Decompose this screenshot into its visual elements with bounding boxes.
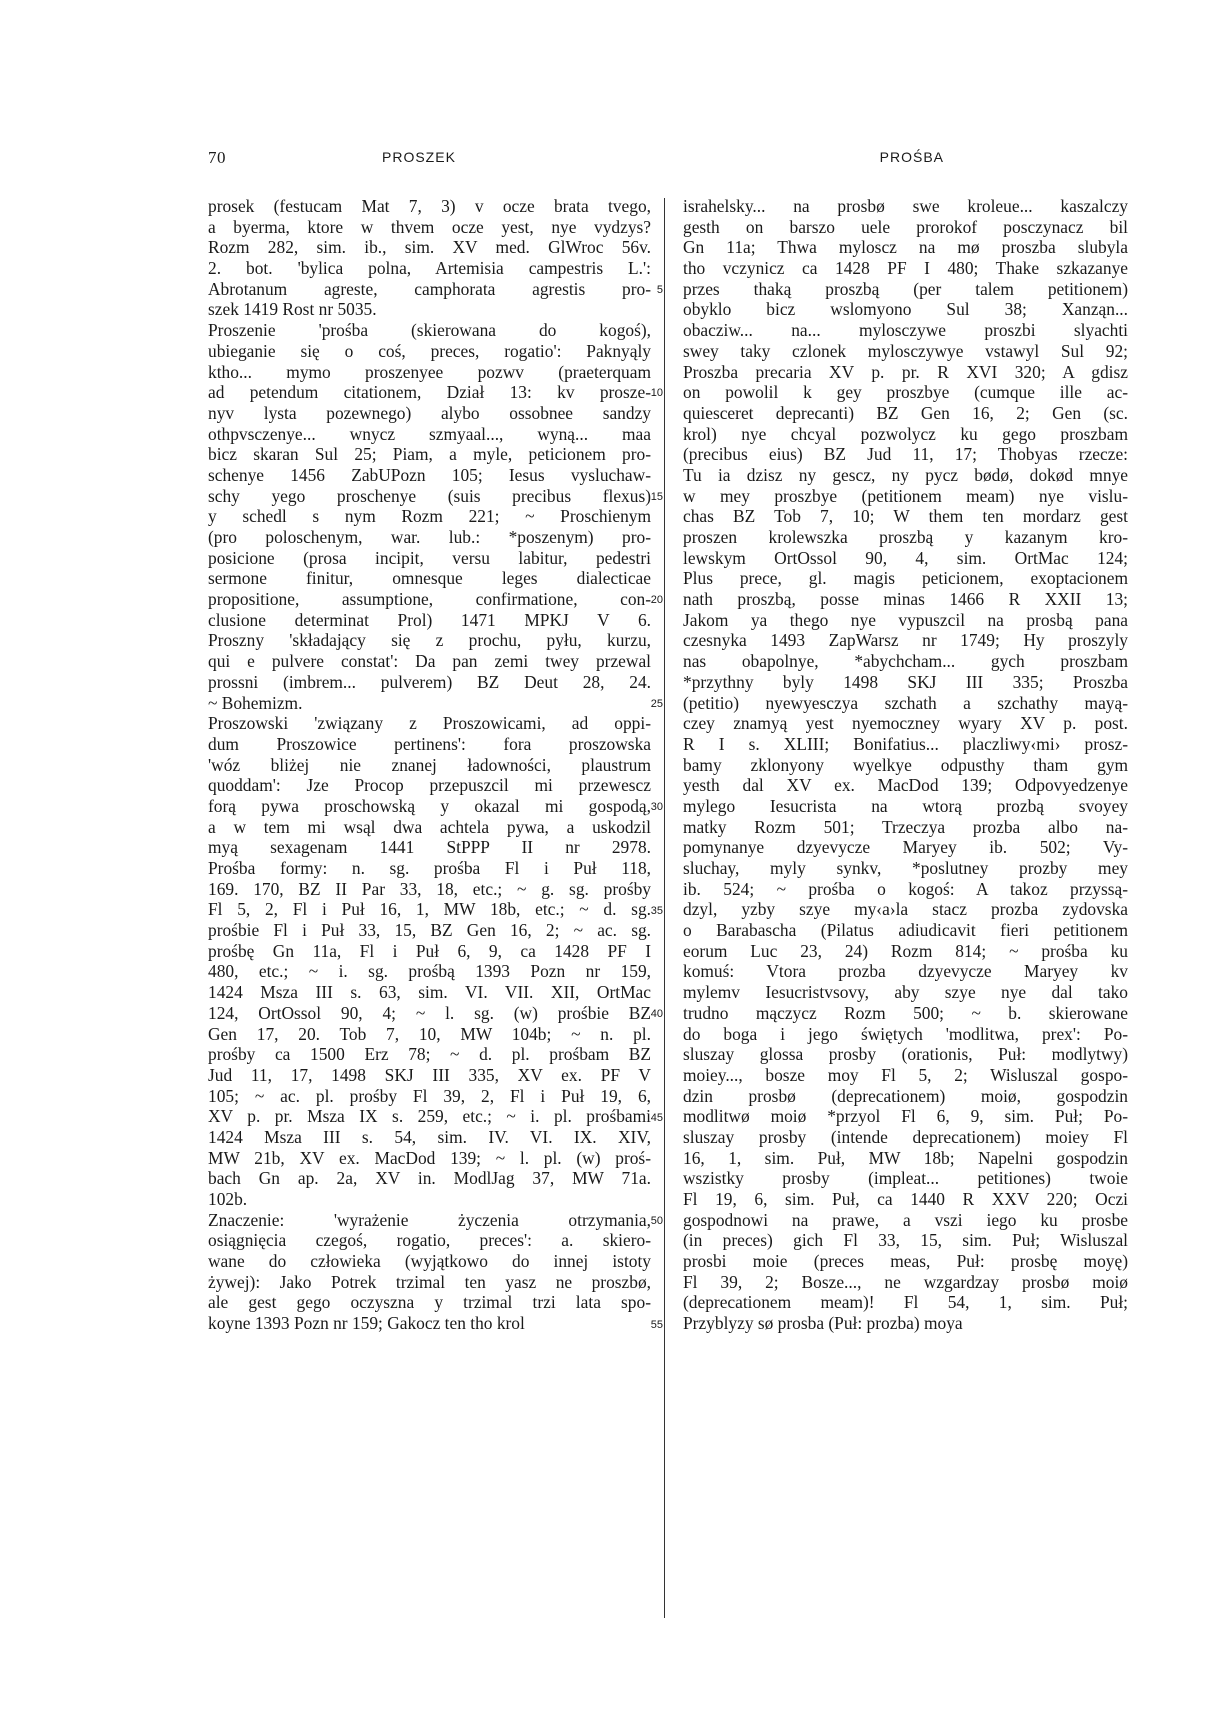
text-line: y schedl s nym Rozm 221; ~ Proschienym <box>208 506 651 527</box>
text-line: 124, OrtOssol 90, 4; ~ l. sg. (w) prośbie BZ <box>208 1002 651 1023</box>
text-line: othpvsczenye... wnycz szmyaal..., wyną... maa <box>208 423 651 444</box>
text-line: szek 1419 Rost nr 5035. <box>208 299 377 320</box>
text-line: Proszba precaria XV p. pr. R XVI 320; A gdisz <box>683 361 1128 382</box>
text-line: obyklo bicz wslomyono Sul 38; Xanząn... <box>683 299 1128 320</box>
text-line: przes thaką proszbą (per talem petitionem) <box>683 278 1128 299</box>
text-line: ale gest gego oczyszna y trzimal trzi lata spo- <box>208 1292 651 1313</box>
text-line: yesth dal XV ex. MacDod 139; Odpovyedzenye <box>683 775 1128 796</box>
line-number: 20 <box>650 594 663 607</box>
text-line: a byerma, ktore w thvem ocze yest, nye vydzys? <box>208 216 651 237</box>
text-line: ubieganie się o coś, preces, rogatio': Paknyąly <box>208 340 651 361</box>
text-line: (deprecationem meam)! Fl 54, 1, sim. Puł; <box>683 1292 1128 1313</box>
text-line: tho vczynicz ca 1428 PF I 480; Thake szkazanye <box>683 258 1128 279</box>
text-line: 480, etc.; ~ i. sg. prośbą 1393 Pozn nr 159, <box>208 961 651 982</box>
text-line: quiesceret deprecanti) BZ Gen 16, 2; Gen (sc. <box>683 402 1128 423</box>
text-line: Jud 11, 17, 1498 SKJ III 335, XV ex. PF V <box>208 1064 651 1085</box>
text-line: ~ Bohemizm. <box>208 692 303 713</box>
text-line: (precibus eius) BZ Jud 11, 17; Thobyas rzecze: <box>683 444 1128 465</box>
text-line: Fl 5, 2, Fl i Puł 16, 1, MW 18b, etc.; ~ d. sg. <box>208 899 651 920</box>
text-line: lewskym OrtOssol 90, 4, sim. OrtMac 124; <box>683 547 1128 568</box>
text-line: propositione, assumptione, confirmatione, con- <box>208 589 651 610</box>
text-line: mylemv Iesucristvsovy, aby szye nye dal tako <box>683 982 1128 1003</box>
text-line: dzyl, yzby szye my‹a›la stacz prozba zydovska <box>683 899 1128 920</box>
text-line: chas BZ Tob 7, 10; W them ten mordarz gest <box>683 506 1128 527</box>
text-line: clusione determinat Prol) 1471 MPKJ V 6. <box>208 609 651 630</box>
text-line: w mey proszbye (petitionem meam) nye vislu- <box>683 485 1128 506</box>
line-number: 10 <box>650 387 663 400</box>
line-number: 15 <box>650 490 663 503</box>
text-line: sermone finitur, omnesque leges dialecticae <box>208 568 651 589</box>
text-line: Fl 19, 6, sim. Puł, ca 1440 R XXV 220; Oczi <box>683 1189 1128 1209</box>
text-line: israhelsky... na prosbø swe kroleue... kaszalczy <box>683 196 1128 216</box>
text-line: ktho... mymo proszenyee pozwv (praeterquam <box>208 361 651 382</box>
running-header <box>208 148 944 168</box>
text-line: (pro poloschenym, war. lub.: *poszenym) pro- <box>208 527 651 547</box>
text-line: wane do człowieka (wyjątkowo do innej istoty <box>208 1251 651 1272</box>
text-line: Proszny 'składający się z prochu, pyłu, kurzu, <box>208 630 651 651</box>
text-line: Znaczenie: 'wyrażenie życzenia otrzymania, <box>208 1209 651 1230</box>
line-number: 5 <box>656 283 663 296</box>
text-line: 1424 Msza III s. 54, sim. IV. VI. IX. XIV, <box>208 1126 651 1147</box>
text-line: ad petendum citationem, Dział 13: kv prosze- <box>208 382 651 403</box>
text-line: mylego Iesucrista na wtorą prozbą svoyey <box>683 795 1128 816</box>
text-line: wszistky prosby (impleat... petitiones) twoie <box>683 1168 1128 1189</box>
text-line: eorum Luc 23, 24) Rozm 814; ~ prośba ku <box>683 940 1128 961</box>
text-line: krol) nye chcyal pozwolycz ku gego proszbam <box>683 423 1128 444</box>
text-line: prosek (festucam Mat 7, 3) v ocze brata tvego, <box>208 196 651 216</box>
text-line: o Barabascha (Pilatus adiudicavit fieri petitionem <box>683 920 1128 941</box>
text-line: myą sexagenam 1441 StPPP II nr 2978. <box>208 837 651 858</box>
text-line: osiągnięcia czegoś, rogatio, preces': a. skiero- <box>208 1230 651 1251</box>
text-line: Gen 17, 20. Tob 7, 10, MW 104b; ~ n. pl. <box>208 1023 651 1044</box>
text-line: (petitio) nyewyesczya szchath a szchathy mayą- <box>683 692 1128 713</box>
text-line: Przyblyzy sø prosba (Puł: prozba) moya <box>683 1313 963 1334</box>
text-line: bicz skaran Sul 25; Piam, a myle, peticionem pro- <box>208 444 651 465</box>
text-line: posicione (prosa incipit, versu labitur, pedestri <box>208 547 651 568</box>
text-line: żywej): Jako Potrek trzimal ten yasz ne proszbø, <box>208 1271 651 1292</box>
text-line: koyne 1393 Pozn nr 159; Gakocz ten tho krol <box>208 1313 525 1334</box>
text-line: bamy zklonyony wyelkye odpusthy tham gym <box>683 754 1128 775</box>
text-line: obacziw... na... mylosczywe proszbi slyachti <box>683 320 1128 341</box>
text-line: dzin prosbø (deprecationem) moiø, gospodzin <box>683 1085 1128 1106</box>
text-line: Abrotanum agreste, camphorata agrestis pro- <box>208 278 651 299</box>
text-line: prośbę Gn 11a, Fl i Puł 6, 9, ca 1428 PF I <box>208 940 651 961</box>
text-line: gospodnowi na prawe, a vszi iego ku prosbe <box>683 1209 1128 1230</box>
text-line: R I s. XLIII; Bonifatius... placzliwy‹mi› prosz- <box>683 733 1128 754</box>
text-line: matky Rozm 501; Trzeczya prozba albo na- <box>683 816 1128 837</box>
page-number: 70 <box>208 148 226 167</box>
text-line: 105; ~ ac. pl. prośby Fl 39, 2, Fl i Puł 19, 6, <box>208 1085 651 1106</box>
text-line: ib. 524; ~ prośba o kogoś: A takoz przyssą- <box>683 878 1128 899</box>
text-line: a w tem mi wsąl dwa achtela pywa, a uskodzil <box>208 816 651 837</box>
text-line: Gn 11a; Thwa myloscz na mø proszba slubyla <box>683 237 1128 258</box>
text-line: (in preces) gich Fl 33, 15, sim. Puł; Wisluszal <box>683 1230 1128 1251</box>
text-line: komuś: Vtora prozba dzyevycze Maryey kv <box>683 961 1128 982</box>
text-line: Prośba formy: n. sg. prośba Fl i Puł 118, <box>208 858 651 878</box>
text-line: 'wóz bliżej nie znanej ładowności, plaustrum <box>208 754 651 775</box>
right-column <box>683 196 1128 1334</box>
text-line: prośby ca 1500 Erz 78; ~ d. pl. prośbam BZ <box>208 1044 651 1065</box>
text-line: trudno mączycz Rozm 500; ~ b. skierowane <box>683 1002 1128 1023</box>
text-line: Jakom ya thego nye vypuszcil na prosbą pana <box>683 609 1128 630</box>
text-line: bach Gn ap. 2a, XV in. ModlJag 37, MW 71a. <box>208 1168 651 1189</box>
text-line: nyv lysta pozewnego) alybo ossobnee sandzy <box>208 402 651 423</box>
text-line: prośbie Fl i Puł 33, 15, BZ Gen 16, 2; ~ ac. sg. <box>208 920 651 941</box>
text-line: quoddam': Jze Procop przepuszcil mi przewescz <box>208 775 651 796</box>
text-line: sluszay glossa prosby (orationis, Puł: modlytwy) <box>683 1044 1128 1065</box>
text-line: nas obapolnye, *abychcham... gych proszbam <box>683 651 1128 672</box>
line-number: 40 <box>650 1008 663 1021</box>
text-line: Proszenie 'prośba (skierowana do kogoś), <box>208 320 651 341</box>
text-line: czesnyka 1493 ZapWarsz nr 1749; Hy proszyly <box>683 630 1128 651</box>
text-line: Rozm 282, sim. ib., sim. XV med. GlWroc 56v. <box>208 237 651 258</box>
text-line: nath proszbą, posse minas 1466 R XXII 13; <box>683 589 1128 610</box>
text-line: 169. 170, BZ II Par 33, 18, etc.; ~ g. sg. prośby <box>208 878 651 899</box>
text-line: Proszowski 'związany z Proszowicami, ad oppi- <box>208 713 651 734</box>
line-number: 55 <box>650 1318 663 1331</box>
text-line: modlitwø moiø *przyol Fl 6, 9, sim. Puł; Po- <box>683 1106 1128 1127</box>
text-line: Fl 39, 2; Bosze..., ne wzgardzay prosbø moiø <box>683 1271 1128 1292</box>
text-line: XV p. pr. Msza IX s. 259, etc.; ~ i. pl. prośbami <box>208 1106 651 1127</box>
text-line: proszen krolewszka proszbą y kazanym kro- <box>683 527 1128 547</box>
text-line: sluszay prosby (intende deprecationem) moiey Fl <box>683 1126 1128 1147</box>
text-line: qui e pulvere constat': Da pan zemi twey przewal <box>208 651 651 672</box>
line-number: 25 <box>650 697 663 710</box>
text-line: 102b. <box>208 1189 248 1209</box>
text-line: MW 21b, XV ex. MacDod 139; ~ l. pl. (w) proś- <box>208 1147 651 1168</box>
text-line: prossni (imbrem... pulverem) BZ Deut 28, 24. <box>208 671 651 692</box>
text-line: 2. bot. 'bylica polna, Artemisia campestris L.': <box>208 258 651 279</box>
text-line: dum Proszowice pertinens': fora proszowska <box>208 733 651 754</box>
column-divider <box>664 198 665 1618</box>
text-line: forą pywa proschowską y okazal mi gospodą, <box>208 795 651 816</box>
text-line: czey znamyą yest nyemoczney wyary XV p. post. <box>683 713 1128 734</box>
text-line: *przythny byly 1498 SKJ III 335; Proszba <box>683 671 1128 692</box>
text-line: swey taky czlonek mylosczywye vstawyl Sul 92; <box>683 340 1128 361</box>
line-number: 30 <box>650 801 663 814</box>
text-line: do boga i jego świętych 'modlitwa, prex': Po- <box>683 1023 1128 1044</box>
text-line: prosbi moie (preces meas, Puł: prosbę moyę) <box>683 1251 1128 1272</box>
line-number: 45 <box>650 1111 663 1124</box>
left-column <box>208 196 651 1334</box>
text-line: pomynanye dzyevycze Maryey ib. 502; Vy- <box>683 837 1128 858</box>
text-line: Tu ia dzisz ny gescz, ny pycz bødø, dokød mnye <box>683 464 1128 485</box>
text-line: sluchay, myly synkv, *poslutney prozby mey <box>683 858 1128 878</box>
text-line: moiey..., bosze moy Fl 5, 2; Wisluszal gospo- <box>683 1064 1128 1085</box>
header-right-word: PROŚBA <box>879 149 944 165</box>
text-line: Plus prece, gl. magis peticionem, exoptacionem <box>683 568 1128 589</box>
text-line: schenye 1456 ZabUPozn 105; Iesus vysluchaw- <box>208 464 651 485</box>
text-line: 1424 Msza III s. 63, sim. VI. VII. XII, OrtMac <box>208 982 651 1003</box>
line-number: 50 <box>650 1215 663 1228</box>
text-line: schy yego proschenye (suis precibus flexus) <box>208 485 651 506</box>
line-number: 35 <box>650 904 663 917</box>
text-line: gesth on barszo uele prorokof posczynacz bil <box>683 216 1128 237</box>
text-line: 16, 1, sim. Puł, MW 18b; Napelni gospodzin <box>683 1147 1128 1168</box>
header-left-word: PROSZEK <box>382 149 456 165</box>
text-line: on powolil k gey proszbye (cumque ille ac- <box>683 382 1128 403</box>
